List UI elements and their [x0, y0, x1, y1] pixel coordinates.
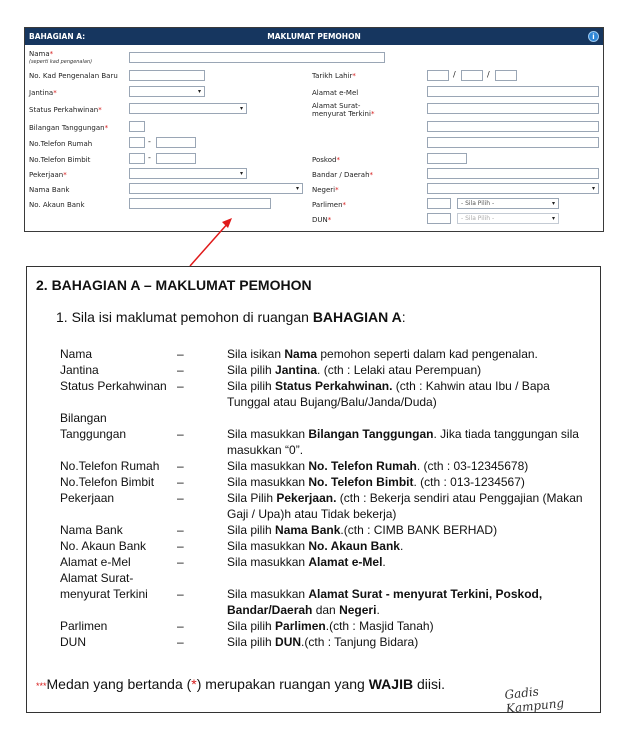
bank-select[interactable] [129, 183, 303, 194]
status-label: Status Perkahwinan* [29, 106, 102, 114]
applicant-form-panel [24, 27, 604, 232]
jantina-label: Jantina* [29, 89, 57, 97]
kad-label: No. Kad Pengenalan Baru [29, 72, 118, 80]
pekerjaan-select[interactable] [129, 168, 247, 179]
tel-rumah-number-input[interactable] [156, 137, 196, 148]
chevron-down-icon: ▾ [239, 170, 243, 177]
date-separator: / [487, 70, 490, 79]
date-separator: / [453, 70, 456, 79]
bandar-input[interactable] [427, 168, 599, 179]
phone-separator: - [148, 137, 151, 146]
dun-select[interactable]: - Sila Pilih - ▾ [457, 213, 559, 224]
nama-hint: (seperti kad pengenalan) [29, 59, 93, 65]
jantina-select[interactable] [129, 86, 205, 97]
tel-rumah-code-input[interactable] [129, 137, 145, 148]
status-select[interactable] [129, 103, 247, 114]
tel-bimbit-label: No.Telefon Bimbit [29, 156, 91, 164]
chevron-down-icon: ▾ [239, 105, 243, 112]
instructions-lead: 1. Sila isi maklumat pemohon di ruangan BAHAGIAN A: [56, 309, 406, 325]
chevron-down-icon: ▾ [197, 88, 201, 95]
alamat-input-line3[interactable] [427, 137, 599, 148]
nama-input[interactable] [129, 52, 385, 63]
info-icon[interactable]: i [588, 31, 599, 42]
negeri-label: Negeri* [312, 186, 339, 194]
bank-label: Nama Bank [29, 186, 70, 194]
section-label: BAHAGIAN A: [29, 32, 86, 41]
alamat-input-line2[interactable] [427, 121, 599, 132]
tel-rumah-label: No.Telefon Rumah [29, 140, 93, 148]
negeri-select[interactable] [427, 183, 599, 194]
signature-watermark: Gadis Kampung [503, 684, 565, 716]
tanggungan-input[interactable] [129, 121, 145, 132]
bandar-label: Bandar / Daerah* [312, 171, 374, 179]
alamat-label-line1: Alamat Surat- [312, 102, 361, 110]
nama-label: Nama* [29, 50, 54, 58]
form-header [25, 28, 603, 45]
chevron-down-icon: ▾ [551, 215, 555, 222]
tarikh-label: Tarikh Lahir* [312, 72, 356, 80]
tarikh-day-input[interactable] [427, 70, 449, 81]
poskod-input[interactable] [427, 153, 467, 164]
parlimen-code-input[interactable] [427, 198, 451, 209]
required-field-note: ***Medan yang bertanda (*) merupakan ruangan yang WAJIB diisi. [36, 676, 445, 692]
parlimen-label: Parlimen* [312, 201, 347, 209]
akaun-input[interactable] [129, 198, 271, 209]
instructions-title: 2. BAHAGIAN A – MAKLUMAT PEMOHON [36, 277, 312, 293]
dun-code-input[interactable] [427, 213, 451, 224]
tanggungan-label: Bilangan Tanggungan* [29, 124, 109, 132]
tarikh-year-input[interactable] [495, 70, 517, 81]
instructions-panel: 2. BAHAGIAN A – MAKLUMAT PEMOHON 1. Sila isi maklumat pemohon di ruangan BAHAGIAN A: Nama – Sila isikan Nama pemohon seperti dalam kad pengenalan. Jantina – Sila pilih Jantina. (cth : Lelaki atau Perempuan) Status Perkahwinan – Sila pilih Status Perkahwinan. (cth : Kahwin atau Ibu / Bapa Tunggal atau Bujang/Balu/Janda/Duda) Bilangan Tanggungan – Sila masukkan Bilangan Tanggungan. Jika tiada tanggungan sila masukkan “0”. No.Telefon Rumah – Sila masukkan No. Telefon Rumah. (cth : 03-12345678) No.Telefon Bimbit – Sila masukkan No. Telefon Bimbit. (cth : 013-1234567) Pekerjaan – Sila Pilih Pekerjaan. (cth : Bekerja sendiri atau Penggajian (Makan Gaji / Upa)h atau Tidak bekerja) Nama Bank – Sila pilih Nama Bank.(cth : CIMB BANK BERHAD) No. Akaun Bank – Sila masukkan No. Akaun Bank. Alamat e-Mel – Sila masukkan Alamat e-Mel. Alamat Surat- menyurat Terkini – Sila masukkan Alamat Surat - menyurat Terkini, Poskod, Bandar/Daerah dan Negeri. Parlimen – Sila pilih Parlimen.(cth : Masjid Tanah) DUN – Sila pilih DUN.(cth : Tanjung Bidara) ***Medan yang bertanda (*) merupakan ruangan yang WAJIB diisi. Gadis Kampung [26, 266, 601, 713]
pekerjaan-label: Pekerjaan* [29, 171, 67, 179]
chevron-down-icon: ▾ [551, 200, 555, 207]
alamat-label-line2: menyurat Terkini* [312, 110, 375, 118]
tel-bimbit-code-input[interactable] [129, 153, 145, 164]
tarikh-month-input[interactable] [461, 70, 483, 81]
alamat-input-line1[interactable] [427, 103, 599, 114]
dun-label: DUN* [312, 216, 332, 224]
kad-input[interactable] [129, 70, 205, 81]
chevron-down-icon: ▾ [591, 185, 595, 192]
tel-bimbit-number-input[interactable] [156, 153, 196, 164]
poskod-label: Poskod* [312, 156, 340, 164]
parlimen-select[interactable]: - Sila Pilih - ▾ [457, 198, 559, 209]
email-input[interactable] [427, 86, 599, 97]
phone-separator: - [148, 153, 151, 162]
akaun-label: No. Akaun Bank [29, 201, 85, 209]
chevron-down-icon: ▾ [295, 185, 299, 192]
email-label: Alamat e-Mel [312, 89, 359, 97]
form-title: MAKLUMAT PEMOHON [267, 32, 361, 41]
